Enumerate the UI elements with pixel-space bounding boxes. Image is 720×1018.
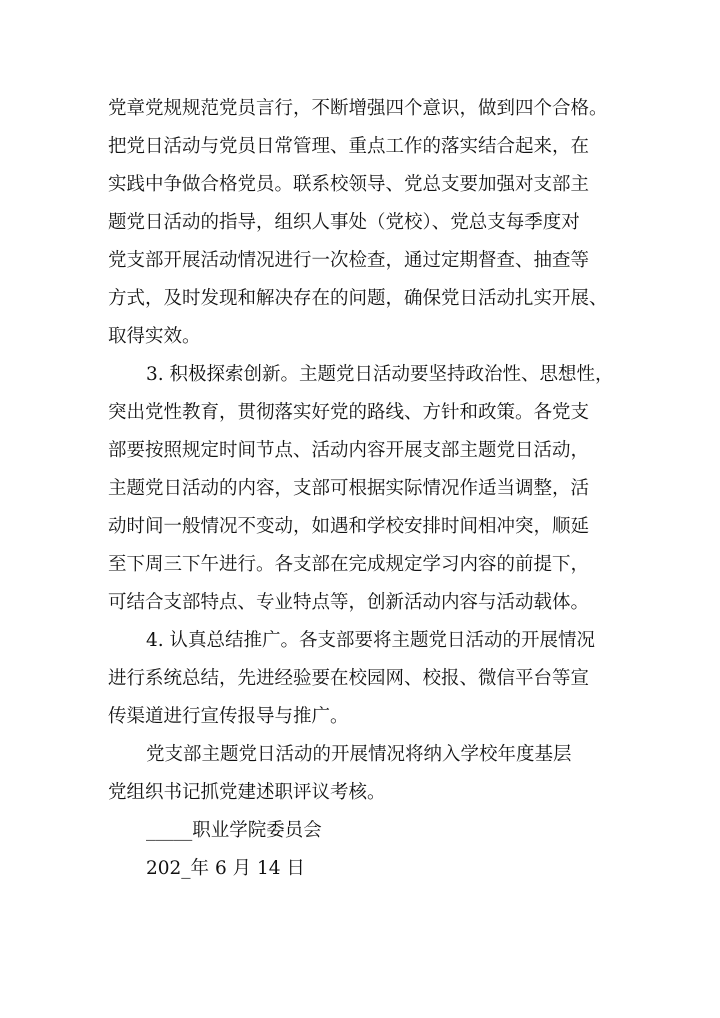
body-text-line: 党支部主题党日活动的开展情况将纳入学校年度基层	[146, 744, 572, 765]
date-line: 202_年 6 月 14 日	[146, 858, 305, 879]
body-text-line: 突出党性教育，贯彻落实好党的路线、方针和政策。各党支	[108, 402, 590, 423]
body-text-line: 把党日活动与党员日常管理、重点工作的落实结合起来，在	[108, 136, 590, 157]
body-text-line: 题党日活动的指导，组织人事处（党校）、党总支每季度对	[108, 212, 580, 233]
body-text-line: 至下周三下午进行。各支部在完成规定学习内容的前提下，	[108, 554, 590, 575]
body-text-line: 部要按照规定时间节点、活动内容开展支部主题党日活动，	[108, 440, 590, 461]
body-text-line: 可结合支部特点、专业特点等，创新活动内容与活动载体。	[108, 592, 590, 613]
body-text-line: 主题党日活动的内容，支部可根据实际情况作适当调整，活	[108, 478, 590, 499]
body-text-line: 取得实效。	[108, 326, 201, 347]
body-text-line: 3. 积极探索创新。主题党日活动要坚持政治性、思想性，	[146, 364, 614, 385]
signature-line: _____职业学院委员会	[146, 820, 322, 841]
body-text-line: 实践中争做合格党员。联系校领导、党总支要加强对支部主	[108, 174, 590, 195]
body-text-line: 进行系统总结，先进经验要在校园网、校报、微信平台等宣	[108, 668, 590, 689]
body-text-line: 党组织书记抓党建述职评议考核。	[108, 782, 386, 803]
body-text-line: 4. 认真总结推广。各支部要将主题党日活动的开展情况	[146, 630, 596, 651]
body-text-line: 方式，及时发现和解决存在的问题，确保党日活动扎实开展、	[108, 288, 608, 309]
body-text-line: 党章党规规范党员言行，不断增强四个意识，做到四个合格。	[108, 98, 608, 119]
body-text-line: 传渠道进行宣传报导与推广。	[108, 706, 349, 727]
body-text-line: 动时间一般情况不变动，如遇和学校安排时间相冲突，顺延	[108, 516, 590, 537]
body-text-line: 党支部开展活动情况进行一次检查，通过定期督查、抽查等	[108, 250, 590, 271]
